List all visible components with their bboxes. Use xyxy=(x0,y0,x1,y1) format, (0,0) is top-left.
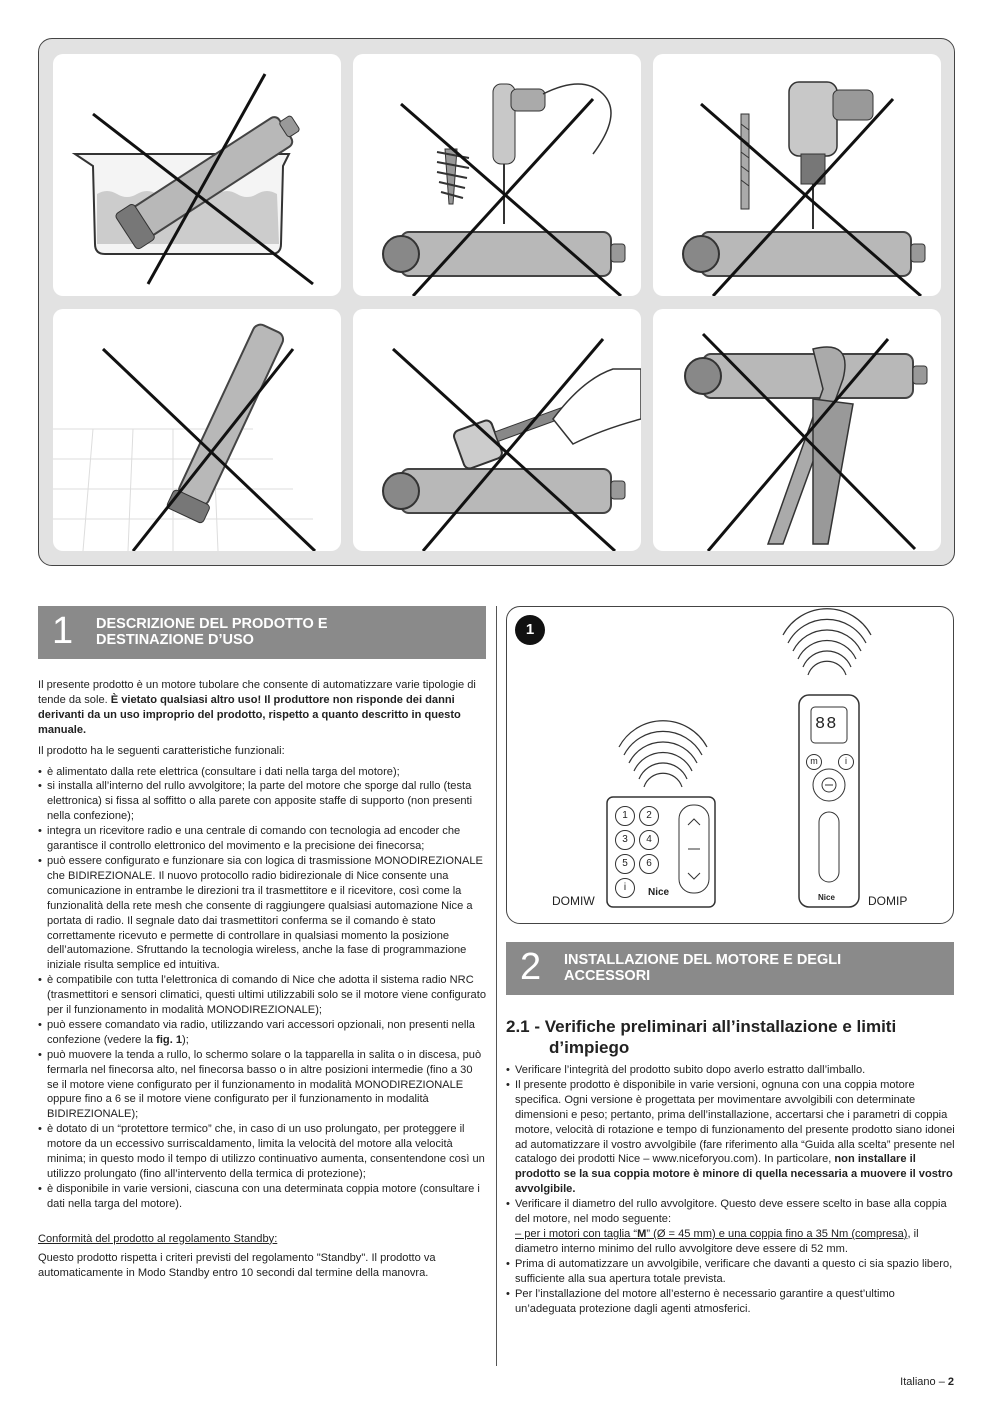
list-item: • si installa all’interno del rullo avvolgitore; la parte del motore che sporge dal rullo (testa elettronica) si fissa al soffitto o alla parete con apposite staffe di supporto (non presenti nella confezione); xyxy=(38,779,487,824)
warning-no-screw xyxy=(353,54,641,296)
list-item: • Il presente prodotto è disponibile in varie versioni, ognuna con una coppia motore specifica. Ogni versione è progettata per movimentare avvolgibili con determinate dimensioni e peso; pertanto, prima dell’installazione, accertarsi che i parametri di coppia motore, velocità di rotazione e tempo di funzionamento del presente prodotto siano idonei ad automatizzare il vostro avvolgibile (fare riferimento alla “Guida alla scelta” presente nel catalogo dei prodotti Nice – www.niceforyou.com). In particolare, non installare il prodotto se la sua coppia motore è minore di quella necessaria a muovere il vostro avvolgibile. xyxy=(506,1078,955,1197)
list-item: • integra un ricevitore radio e una centrale di comando con tecnologia ad encoder che garantisce il controllo elettronico del movimento e la precisione dei finecorsa; xyxy=(38,824,487,854)
list-item: • è compatibile con tutta l’elettronica di comando di Nice che adotta il sistema radio NRC (trasmettitori e sensori climatici, questi ultimi utilizzabili solo se il motore viene configurato per il funzionamento in modalità MONODIREZIONALE); xyxy=(38,973,487,1018)
no-drop-icon xyxy=(53,309,341,551)
no-hammer-icon xyxy=(353,309,641,551)
domip-m-button[interactable]: m xyxy=(806,754,822,770)
key-6[interactable]: 6 xyxy=(639,854,659,874)
key-4[interactable]: 4 xyxy=(639,830,659,850)
list-item: • può essere comandato via radio, utilizzando vari accessori opzionali, non presenti nella confezione (vedere la fig. 1); xyxy=(38,1018,487,1048)
features-lead: Il prodotto ha le seguenti caratteristiche funzionali: xyxy=(38,744,285,757)
list-item: • Verificare il diametro del rullo avvolgitore. Questo deve essere scelto in base alla coppia del motore, nel modo seguente: – per i motori con taglia “M” (Ø = 45 mm) e una coppia fino a 35 Nm (compresa), il diametro interno minimo del rullo avvolgitore deve essere di 52 mm. xyxy=(506,1197,955,1257)
list-item: • è dotato di un “protettore termico” che, in caso di un uso prolungato, per proteggere il motore da un eccessivo surriscaldamento, limita la velocità del motore alla velocità minima; in questo modo il tempo di utilizzo continuativo aumenta, consentendone così un utilizzo prolungato (fino all’intervento della termica di protezione); xyxy=(38,1122,487,1182)
warning-no-immersion xyxy=(53,54,341,296)
domiw-brand: Nice xyxy=(648,887,670,898)
domip-display: 88 xyxy=(815,715,838,734)
warning-no-hammer xyxy=(353,309,641,551)
list-item: • è alimentato dalla rete elettrica (consultare i dati nella targa del motore); xyxy=(38,765,487,780)
section-2-header xyxy=(506,942,954,995)
warning-no-drill xyxy=(653,54,941,296)
section-1-header xyxy=(38,606,486,659)
no-drill-icon xyxy=(653,54,941,296)
section-title: INSTALLAZIONE DEL MOTORE E DEGLI ACCESSORI xyxy=(564,952,842,984)
standby-text: Questo prodotto rispetta i criteri previsti del regolamento "Standby". Il prodotto va automaticamente in Modo Standby entro 10 secondi dal termine della manovra. xyxy=(38,1251,436,1279)
list-item: • può muovere la tenda a rullo, lo schermo solare o la tapparella in salita o in discesa, può fermarla nel finecorsa alto, nel finecorsa basso o in altre posizioni intermedie (fino a 30 se il motore viene configurato per il funzionamento in modalità MONODIREZIONALE oppure fino a 6 se il motore viene configurato per il funzionamento in modalità BIDIREZIONALE); xyxy=(38,1048,487,1123)
domip-label: DOMIP xyxy=(868,894,908,908)
warning-illustrations-panel xyxy=(38,38,955,566)
signal-waves-icon xyxy=(783,609,871,675)
list-item: • è disponibile in varie versioni, ciascuna con una determinata coppia motore (consultare i dati nella targa del motore). xyxy=(38,1182,487,1212)
key-2[interactable]: 2 xyxy=(639,806,659,826)
domip-i-button[interactable]: i xyxy=(838,754,854,770)
checks-list xyxy=(506,1063,955,1316)
section-1-body xyxy=(38,678,487,1286)
list-item: • può essere configurato e funzionare sia con logica di trasmissione MONODIREZIONALE che BIDIREZIONALE. Il nuovo protocollo radio bidirezionale di Nice consente una comunicazione in entrambe le direzioni tra il trasmettitore e il ricevitore, così come la funzionalità della rete mesh che consente di raggiungere qualsiasi automazione Nice a portata di radio. Il segnale dato dai trasmettitori conferma se il comando è stato correttamente ricevuto e permette di controllare in qualsiasi momento la posizione dell’automazione. Sfruttando la tecnologia wireless, anche la fase di programmazione iniziale risulta semplice ed intuitiva. xyxy=(38,854,487,973)
list-item: • Prima di automatizzare un avvolgibile, verificare che davanti a questo ci sia spazio libero, sufficiente alla sua apertura totale prevista. xyxy=(506,1257,955,1287)
column-divider xyxy=(496,606,497,1366)
intro-paragraph: Il presente prodotto è un motore tubolare che consente di automatizzare varie tipologie di tende da sole. È vietato qualsiasi altro uso! Il produttore non risponde dei danni derivanti da un uso improprio del prodotto, rispetto a quanto descritto in questo manuale. xyxy=(38,679,476,736)
key-3[interactable]: 3 xyxy=(615,830,635,850)
section-title: DESCRIZIONE DEL PRODOTTO E DESTINAZIONE D’USO xyxy=(96,616,328,648)
remotes-illustration xyxy=(507,607,953,923)
section-2-body xyxy=(506,1063,955,1316)
features-list xyxy=(38,765,487,1212)
key-1[interactable]: 1 xyxy=(615,806,635,826)
page-footer: Italiano – 2 xyxy=(900,1376,954,1388)
list-item: • Per l’installazione del motore all’esterno è necessario garantire a quest’ultimo un’adeguata protezione dagli agenti atmosferici. xyxy=(506,1287,955,1317)
domip-brand: Nice xyxy=(818,893,835,902)
figure-1 xyxy=(506,606,954,924)
domiw-label: DOMIW xyxy=(552,894,595,908)
no-screw-icon xyxy=(353,54,641,296)
list-item: • Verificare l’integrità del prodotto subito dopo averlo estratto dall’imballo. xyxy=(506,1063,955,1078)
key-5[interactable]: 5 xyxy=(615,854,635,874)
figure-number-badge: 1 xyxy=(515,615,545,645)
warning-no-pliers xyxy=(653,309,941,551)
no-immersion-icon xyxy=(53,54,341,296)
section-number: 1 xyxy=(52,610,74,652)
key-i[interactable]: i xyxy=(615,878,635,898)
signal-waves-icon xyxy=(619,721,707,787)
subsection-2-1-title: 2.1 - Verifiche preliminari all’installazione e limiti d’impiego xyxy=(506,1017,897,1057)
warning-no-drop xyxy=(53,309,341,551)
section-number: 2 xyxy=(520,946,542,988)
no-pliers-icon xyxy=(653,309,941,551)
standby-heading: Conformità del prodotto al regolamento Standby: xyxy=(38,1232,278,1245)
